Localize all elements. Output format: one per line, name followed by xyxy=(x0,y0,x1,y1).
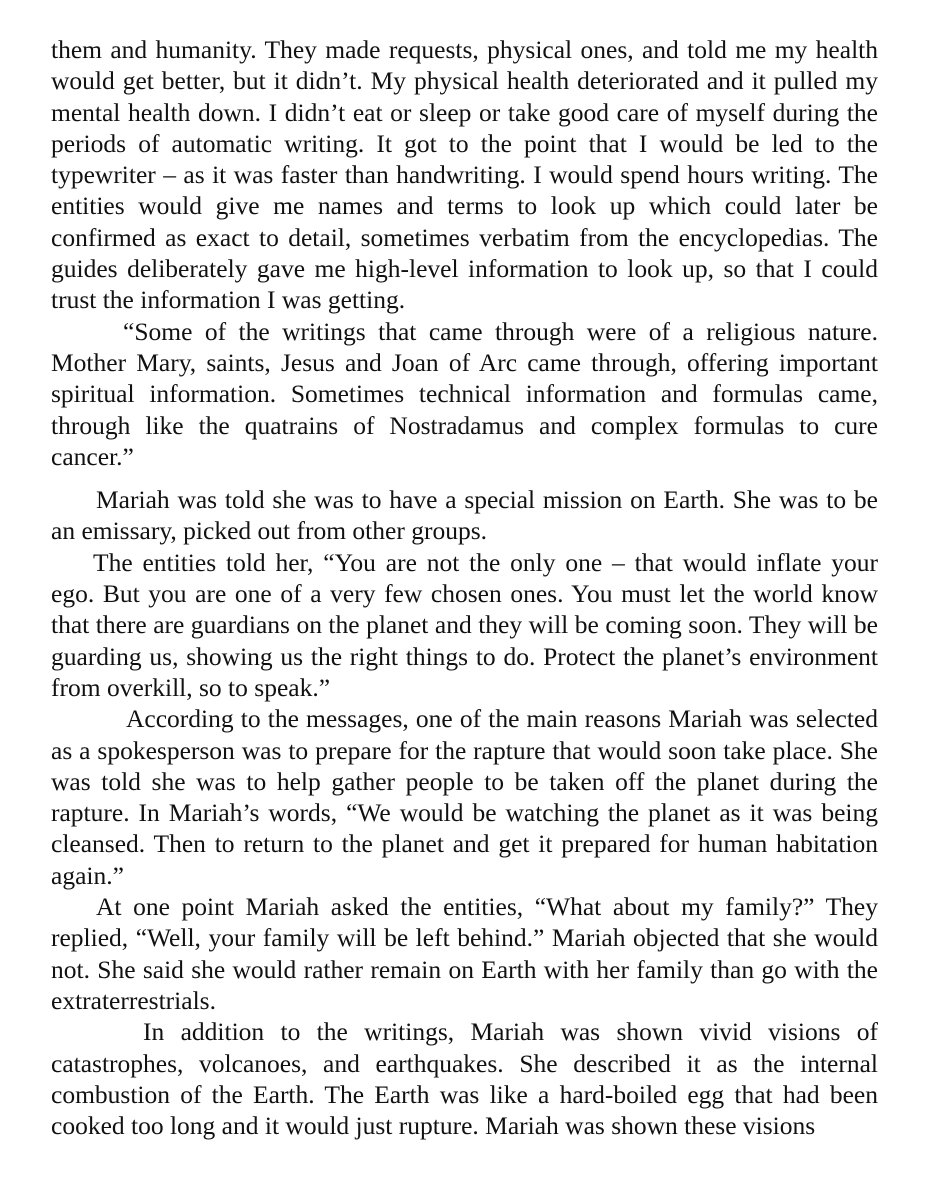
paragraph-3: Mariah was told she was to have a special mission on Earth. She was to be an emissary, picked out from other groups. xyxy=(51,485,878,546)
paragraph-7: In addition to the writings, Mariah was shown vivid visions of catastrophes, volcanoes, and earthquakes. She described it as the internal combustion of the Earth. The Earth was like a hard-boiled egg that had been cooked too long and it would just rupture. Mariah was shown these visions xyxy=(51,1017,878,1141)
paragraph-6: At one point Mariah asked the entities, “What about my family?” They replied, “Well, your family will be left behind.” Mariah objected that she would not. She said she would rather remain on Earth with her family than go with the extraterrestrials. xyxy=(51,892,878,1015)
paragraph-4: The entities told her, “You are not the only one – that would inflate your ego. But you are one of a very few chosen ones. You must let the world know that there are guardians on the planet and they will be coming soon. They will be guarding us, showing us the right things to do. Protect the planet’s environment from overkill, so to speak.” xyxy=(51,547,878,702)
paragraph-5: According to the messages, one of the main reasons Mariah was selected as a spokesperson was to prepare for the rapture that would soon take place. She was told she was to help gather people to be taken off the planet during the rapture. In Mariah’s words, “We would be watching the planet as it was being cleansed. Then to return to the planet and get it prepared for human habitation again.” xyxy=(51,704,878,890)
book-page xyxy=(51,34,878,1141)
paragraph-1: them and humanity. They made requests, physical ones, and told me my health would get better, but it didn’t. My physical health deteriorated and it pulled my mental health down. I didn’t eat or sleep or take good care of myself during the periods of automatic writing. It got to the point that I would be led to the typewriter – as it was faster than handwriting. I would spend hours writing. The entities would give me names and terms to look up which could later be confirmed as exact to detail, sometimes verbatim from the encyclopedias. The guides deliberately gave me high-level information to look up, so that I could trust the information I was getting. xyxy=(51,35,878,315)
paragraph-2: “Some of the writings that came through were of a religious nature. Mother Mary, saints, Jesus and Joan of Arc came through, offering important spiritual information. Sometimes technical information and formulas came, through like the quatrains of Nostradamus and complex formulas to cure cancer.” xyxy=(51,316,878,471)
